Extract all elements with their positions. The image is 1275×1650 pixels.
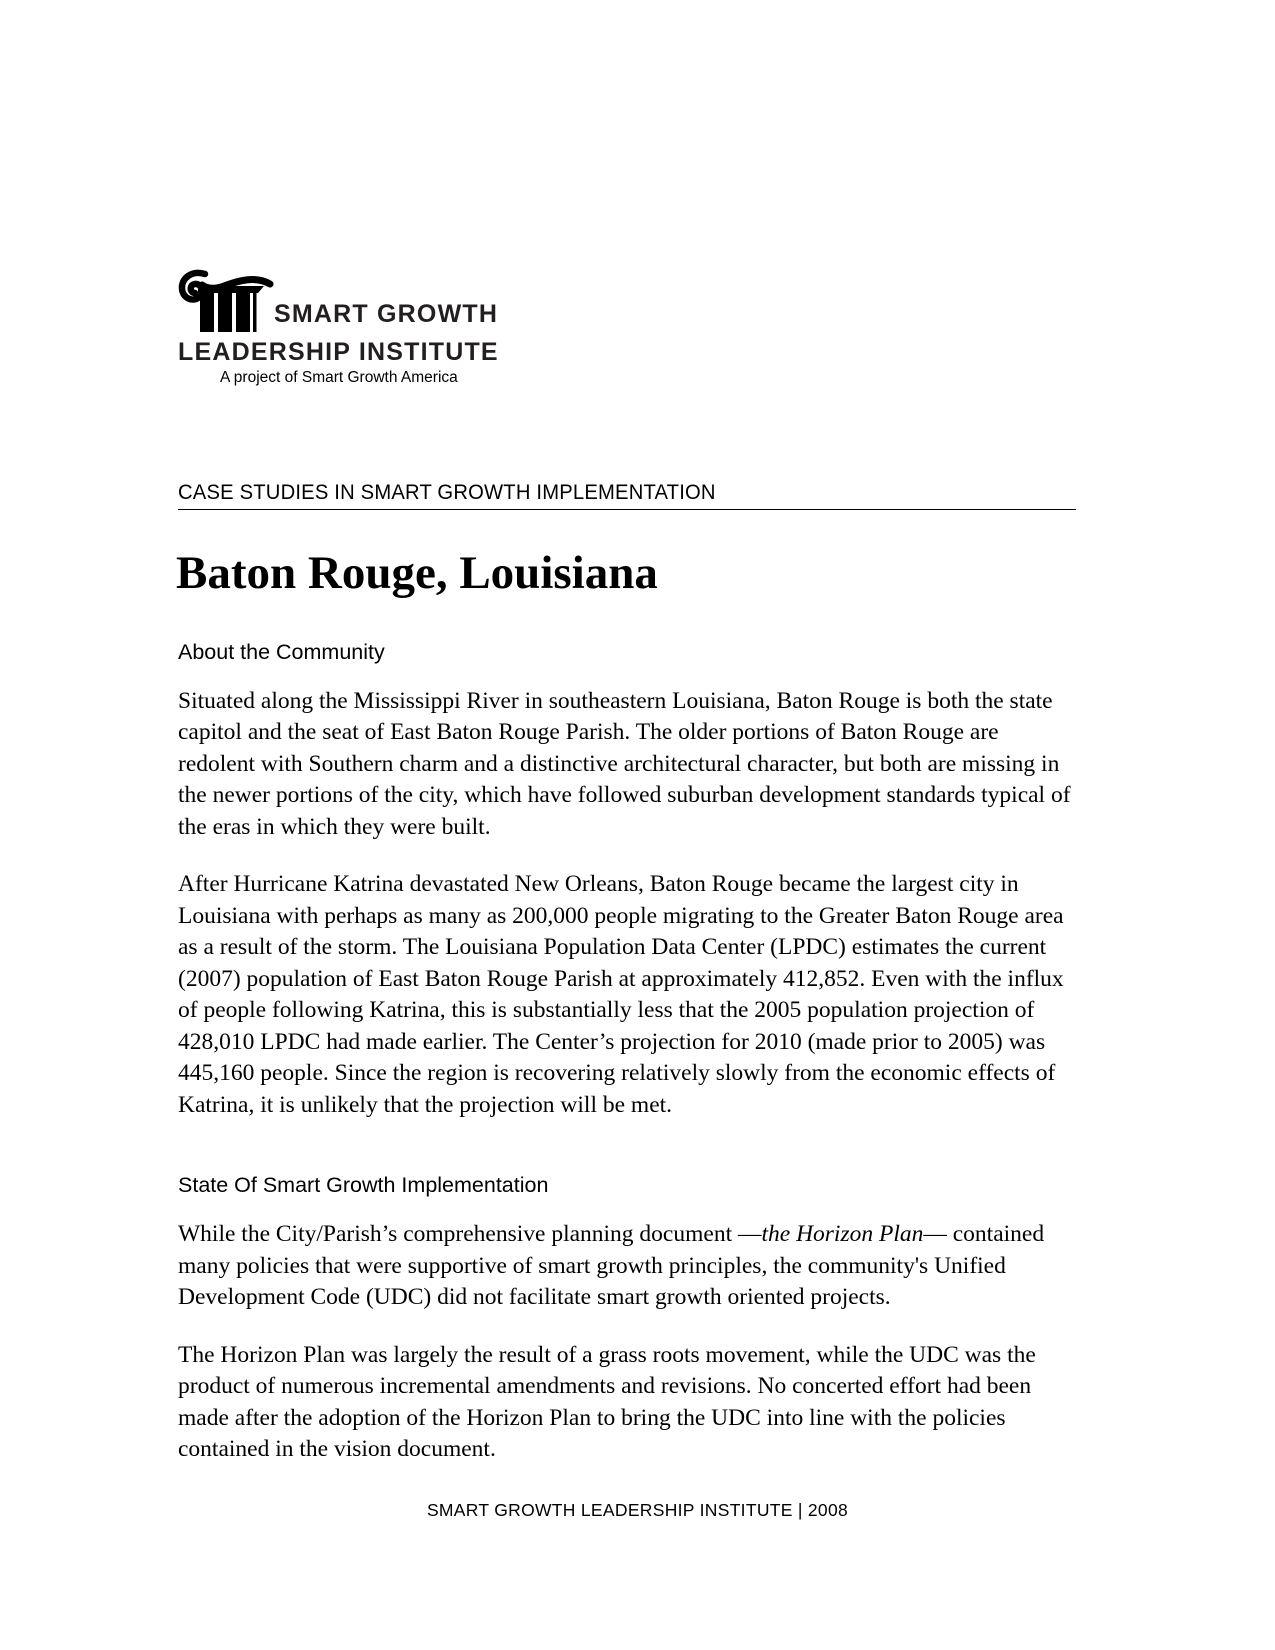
paragraph-state-2: The Horizon Plan was largely the result of a grass roots movement, while the UDC was the product of numerous incremental amendments and revisions. No concerted effort had been made after the adoption of the Horizon Plan to bring the UDC into line with the policies contained in the vision document. <box>178 1341 1036 1463</box>
logo-wordmark-line1: SMART GROWTH <box>274 300 499 328</box>
logo-tagline: A project of Smart Growth America <box>220 369 458 386</box>
paragraph-about-2: After Hurricane Katrina devastated New Orleans, Baton Rouge became the largest city in Louisiana with perhaps as many as 200,000 people migrating to the Greater Baton Rouge area as a result of the storm. The Louisiana Population Data Center (LPDC) estimates the current (2007) population of East Baton Rouge Parish at approximately 412,852. Even with the influx of people following Katrina, this is substantially less that the 2005 population projection of 428,010 LPDC had made earlier. The Center’s projection for 2010 (made prior to 2005) was 445,160 people. Since the region is recovering relatively slowly from the economic effects of Katrina, it is unlikely that the projection will be met. <box>178 871 1064 1118</box>
paragraph-state-1-part1: While the City/Parish’s comprehensive planning document — <box>178 1221 762 1248</box>
paragraph-state-1-emphasis: the Horizon Plan <box>761 1221 924 1248</box>
paragraph-state-1 <box>178 1219 1076 1314</box>
section-heading-about-the-community: About the Community <box>178 640 385 664</box>
page-footer: SMART GROWTH LEADERSHIP INSTITUTE | 2008 <box>426 1500 849 1520</box>
section-heading-state-of-smart-growth-implementation: State Of Smart Growth Implementation <box>178 1173 549 1198</box>
logo-wordmark-line2: LEADERSHIP INSTITUTE <box>178 338 499 366</box>
ionic-column-scroll-logo-icon <box>178 262 274 332</box>
page-title: Baton Rouge, Louisiana <box>176 547 658 600</box>
organization-logo <box>178 262 518 386</box>
header-divider <box>178 509 1076 510</box>
series-kicker: CASE STUDIES IN SMART GROWTH IMPLEMENTATION <box>178 480 716 504</box>
logo-mark-row <box>178 262 518 334</box>
paragraph-state-1-part2: — contained many policies that were supportive of smart growth principles, the community's Unified Development Code (UDC) did not facilitate smart growth oriented projects. <box>178 1221 1045 1311</box>
paragraph-about-1: Situated along the Mississippi River in southeastern Louisiana, Baton Rouge is both the state capitol and the seat of East Baton Rouge Parish. The older portions of Baton Rouge are redolent with Southern charm and a distinctive architectural character, but both are missing in the newer portions of the city, which have followed suburban development standards typical of the eras in which they were built. <box>178 687 1071 840</box>
document-body <box>178 640 1076 1466</box>
